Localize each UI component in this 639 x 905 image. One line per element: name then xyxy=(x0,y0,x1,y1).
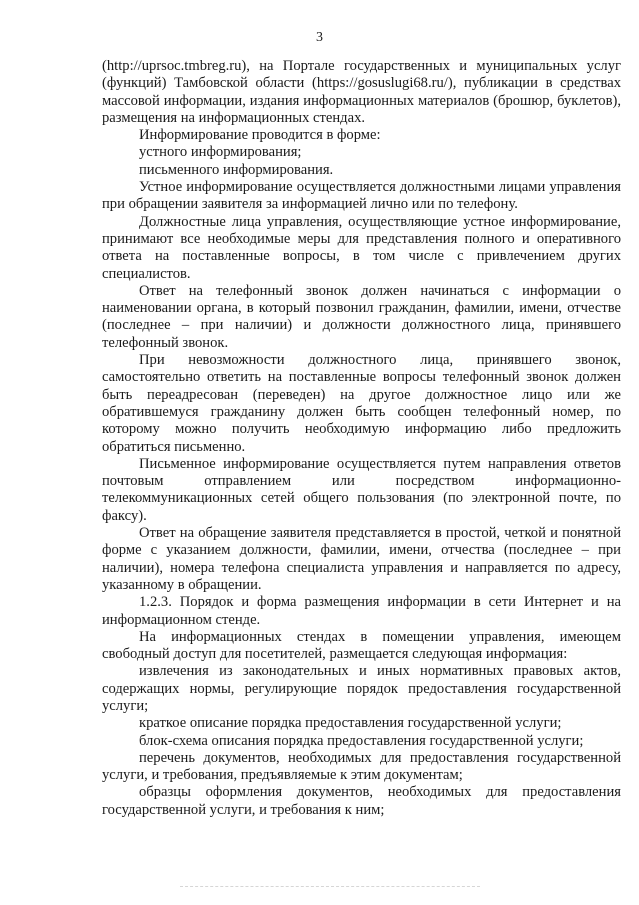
paragraph: (http://uprsoc.tmbreg.ru), на Портале государственных и муниципальных услуг (функций) Тамбовской области (https://gosuslugi68.ru/), публикации в средствах массовой информации, издания информационных материалов (брошюр, буклетов), размещения на информационных стендах. xyxy=(102,58,621,126)
paragraph: извлечения из законодательных и иных нормативных правовых актов, содержащих нормы, регулирующие порядок предоставления государственной услуги; xyxy=(102,663,621,714)
paragraph: Письменное информирование осуществляется путем направления ответов почтовым отправлением или посредством информационно-телекоммуникационных сетей общего пользования (по электронной почте, по факсу). xyxy=(102,455,621,524)
paragraph: Ответ на телефонный звонок должен начинаться с информации о наименовании органа, в который позвонил гражданин, фамилии, имени, отчестве (последнее – при наличии) и должности должностного лица, принявшего телефонный звонок. xyxy=(102,282,621,351)
paragraph: Ответ на обращение заявителя представляется в простой, четкой и понятной форме с указанием должности, фамилии, имени, отчества (последнее – при наличии), номера телефона специалиста управления и направляется по адресу, указанному в обращении. xyxy=(102,525,621,593)
paragraph: Информирование проводится в форме: xyxy=(139,127,381,144)
paragraph: При невозможности должностного лица, принявшего звонок, самостоятельно ответить на поставленные вопросы телефонный звонок должен быть переадресован (переведен) на другое должностное лицо или же обратившемуся гражданину должен быть сообщен телефонный номер, по которому можно получить необходимую информацию либо предложить обратиться письменно. xyxy=(102,352,621,455)
paragraph: устного информирования; xyxy=(139,144,302,161)
paragraph: Должностные лица управления, осуществляющие устное информирование, принимают все необходимые меры для представления полного и оперативного ответа на поставленные вопросы, в том числе с привлечением других специалистов. xyxy=(102,213,621,282)
paragraph: блок-схема описания порядка предоставления государственной услуги; xyxy=(139,732,584,749)
paragraph: На информационных стендах в помещении управления, имеющем свободный доступ для посетителей, размещается следующая информация: xyxy=(102,628,621,663)
paragraph: письменного информирования. xyxy=(139,161,334,178)
paragraph: 1.2.3. Порядок и форма размещения информации в сети Интернет и на информационном стенде. xyxy=(102,594,621,628)
document-body xyxy=(102,58,621,819)
paragraph: образцы оформления документов, необходимых для предоставления государственной услуги, и требования к ним; xyxy=(102,784,621,818)
paragraph: краткое описание порядка предоставления государственной услуги; xyxy=(139,715,562,732)
paragraph: Устное информирование осуществляется должностными лицами управления при обращении заявителя за информацией лично или по телефону. xyxy=(102,179,621,213)
scan-edge-line xyxy=(180,886,480,888)
paragraph: перечень документов, необходимых для предоставления государственной услуги, и требования, предъявляемые к этим документам; xyxy=(102,749,621,784)
page-number: 3 xyxy=(316,30,323,45)
